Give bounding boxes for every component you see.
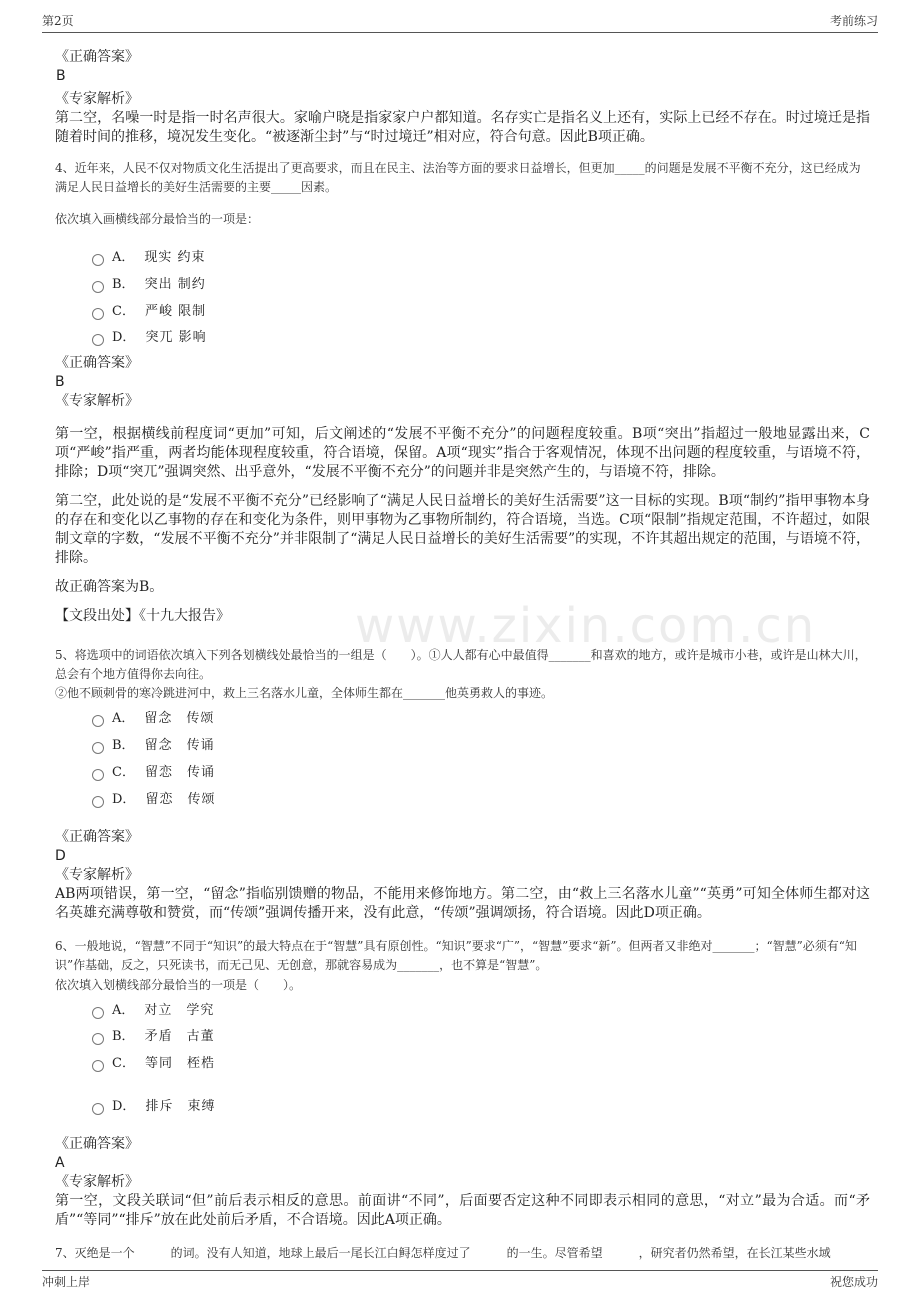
q5-option-d[interactable]: D． 留恋 传颂: [92, 788, 215, 807]
radio-icon[interactable]: [92, 1060, 104, 1072]
radio-icon[interactable]: [92, 308, 104, 320]
answer-value: A: [55, 1155, 65, 1171]
q5-stem-2: ②他不顾刺骨的寒冷跳进河中，救上三名落水儿童，全体师生都在_______他英勇救人的事迹。: [55, 686, 554, 700]
q7-stem: 7、灭绝是一个 的词。没有人知道，地球上最后一尾长江白鲟怎样度过了 的一生。尽管希望 ，研究者仍然希望，在长江某些水域: [55, 1246, 831, 1260]
q6-option-a[interactable]: A． 对立 学究: [92, 999, 214, 1018]
q4-option-c[interactable]: C． 严峻 限制: [92, 300, 206, 319]
q6-option-d[interactable]: D． 排斥 束缚: [92, 1095, 215, 1114]
answer-value: B: [56, 68, 66, 84]
analysis-text: 第一空，文段关联词“但”前后表示相反的意思。前面讲“不同”，后面要否定这种不同即表示相同的意思，“对立”最为合适。而“矛盾”“等同”“排斥”放在此处前后矛盾，不合语境。因此A项正确。: [55, 1193, 870, 1228]
page-number: 第2页: [42, 14, 74, 28]
radio-icon[interactable]: [92, 334, 104, 346]
q6-stem: 6、一般地说，“智慧”不同于“知识”的最大特点在于“智慧”具有原创性。“知识”要求“广”，“智慧”要求“新”。但两者又非绝对_______；“智慧”必须有“知识”作基础，反之，只死读书，而无己见、无创意，那就容易成为_______，也不算是“智慧”。: [55, 939, 857, 972]
answer-title: 《正确答案》: [55, 829, 139, 845]
answer-value: B: [55, 374, 65, 390]
answer-value: D: [55, 848, 66, 864]
footer-right: 祝您成功: [829, 1275, 878, 1289]
q6-option-b[interactable]: B． 矛盾 古董: [92, 1025, 215, 1044]
analysis-text: 第二空，名噪一时是指一时名声很大。家喻户晓是指家家户户都知道。名存实亡是指名义上还有，实际上已经不存在。时过境迁是指随着时间的推移，境况发生变化。“被逐渐尘封”与“时过境迁”相对应，符合句意。因此B项正确。: [55, 110, 870, 145]
expert-title: 《专家解析》: [55, 91, 139, 107]
q5-stem: 5、将选项中的词语依次填入下列各划横线处最恰当的一组是（ ）。①人人都有心中最值得_______和喜欢的地方，或许是城市小巷，或许是山林大川，总会有个地方值得你去向往。: [55, 648, 867, 681]
q4-stem: 4、近年来，人民不仅对物质文化生活提出了更高要求，而且在民主、法治等方面的要求日益增长，但更加_____的问题是发展不平衡不充分，这已经成为满足人民日益增长的美好生活需要的主要_____因素。: [55, 161, 861, 194]
analysis-paragraph-2: 第二空，此处说的是“发展不平衡不充分”已经影响了“满足人民日益增长的美好生活需要”这一目标的实现。B项“制约”指甲事物本身的存在和变化以乙事物的存在和变化为条件，则甲事物为乙事物所制约，符合语境，当选。C项“限制”指规定范围，不许超过，如限制文章的字数，“发展不平衡不充分”并非限制了“满足人民日益增长的美好生活需要”的实现，不许其超出规定的范围，与语境不符，排除。: [55, 493, 870, 566]
q4-option-a[interactable]: A． 现实 约束: [92, 246, 206, 265]
radio-icon[interactable]: [92, 715, 104, 727]
expert-title: 《专家解析》: [55, 867, 139, 883]
q3-analysis-section: [55, 90, 870, 147]
q6-answer-section: [55, 1135, 870, 1230]
q3-answer-section: [55, 48, 870, 86]
analysis-paragraph-1: 第一空，根据横线前程度词“更加”可知，后文阐述的“发展不平衡不充分”的问题程度较重。B项“突出”指超过一般地显露出来，C项“严峻”指严重，两者均能体现程度较重，符合语境，保留。A项“现实”指合于客观情况，体现不出问题的程度较重，与语境不符，排除；D项“突兀”强调突然、出乎意外，“发展不平衡不充分”的问题并非是突然产生的，与语境不符，排除。: [55, 426, 870, 480]
radio-icon[interactable]: [92, 769, 104, 781]
q4-instruction: 依次填入画横线部分最恰当的一项是：: [55, 212, 260, 226]
q5-answer-section: [55, 828, 870, 923]
page-footer: [42, 1270, 878, 1293]
expert-title: 《专家解析》: [55, 1174, 139, 1190]
q4-answer-section: [55, 354, 870, 411]
radio-icon[interactable]: [92, 281, 104, 293]
radio-icon[interactable]: [92, 742, 104, 754]
radio-icon[interactable]: [92, 1033, 104, 1045]
analysis-text: AB两项错误，第一空，“留念”指临别馈赠的物品，不能用来修饰地方。第二空，由“救上三名落水儿童”“英勇”可知全体师生都对这名英雄充满尊敬和赞赏，而“传颂”强调传播开来，没有此意，“传颂”强调颂扬，符合语境。因此D项正确。: [55, 886, 870, 921]
answer-title: 《正确答案》: [55, 355, 139, 371]
q4-analysis: [55, 425, 870, 626]
q5-option-a[interactable]: A． 留念 传颂: [92, 707, 214, 726]
expert-title: 《专家解析》: [55, 393, 139, 409]
radio-icon[interactable]: [92, 1103, 104, 1115]
q5-option-b[interactable]: B． 留念 传诵: [92, 734, 215, 753]
q6-option-c[interactable]: C． 等同 桎梏: [92, 1052, 215, 1071]
analysis-conclusion: 故正确答案为B。: [55, 579, 164, 595]
watermark: www.zixin.com.cn: [355, 598, 817, 654]
radio-icon[interactable]: [92, 796, 104, 808]
answer-title: 《正确答案》: [55, 49, 139, 65]
q4-option-d[interactable]: D． 突兀 影响: [92, 326, 207, 345]
footer-left: 冲刺上岸: [42, 1275, 91, 1289]
answer-title: 《正确答案》: [55, 1136, 139, 1152]
q4-option-b[interactable]: B． 突出 制约: [92, 273, 206, 292]
page-header: [42, 12, 878, 33]
header-title: 考前练习: [829, 14, 878, 28]
radio-icon[interactable]: [92, 1007, 104, 1019]
radio-icon[interactable]: [92, 254, 104, 266]
q6-instruction: 依次填入划横线部分最恰当的一项是（ ）。: [55, 978, 302, 992]
q5-option-c[interactable]: C． 留恋 传诵: [92, 761, 215, 780]
source-reference: 【文段出处】《十九大报告》: [55, 608, 230, 624]
